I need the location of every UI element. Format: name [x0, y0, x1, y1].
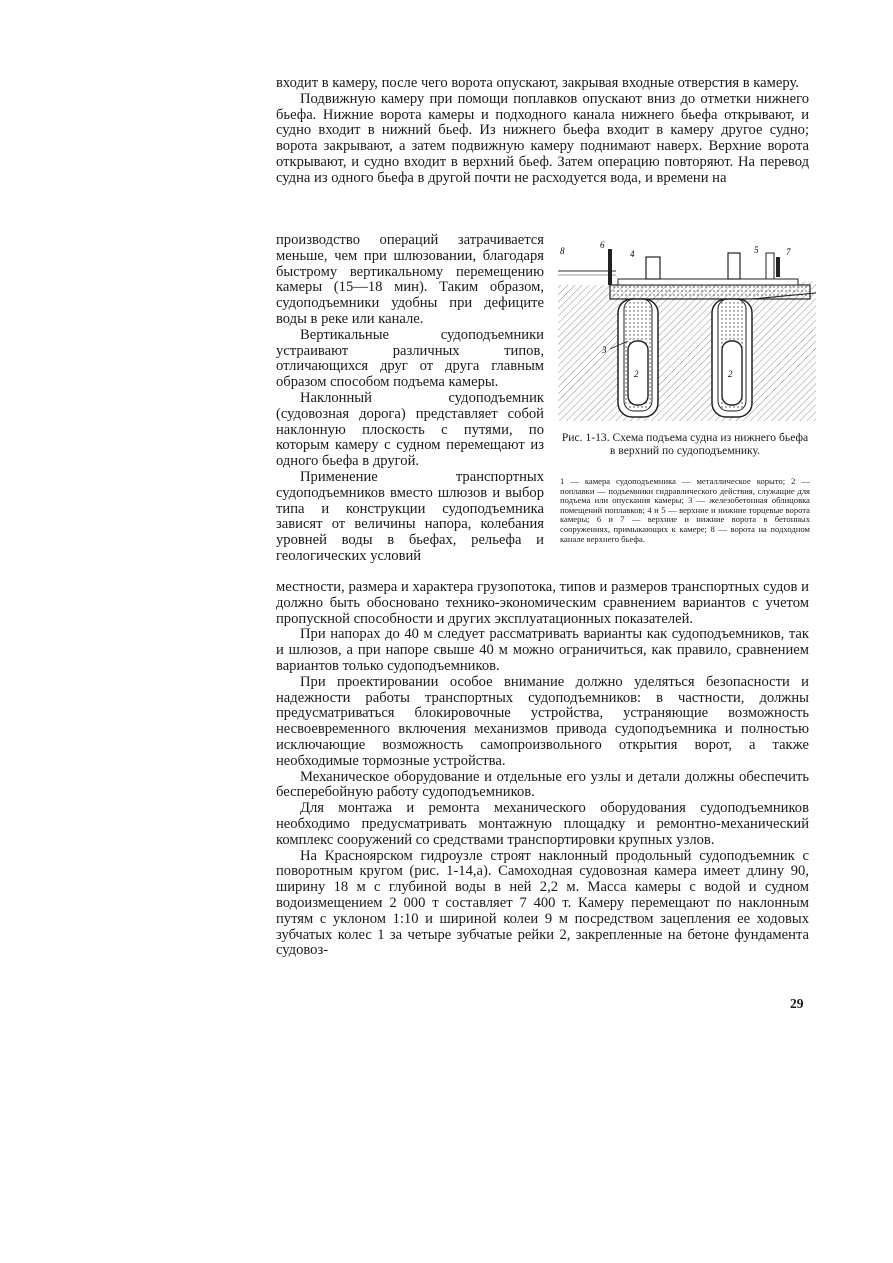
paragraph: входит в камеру, после чего ворота опускают, закрывая входные отверстия в камеру. [276, 75, 799, 91]
paragraph: На Красноярском гидроузле строят наклонный продольный судоподъемник с поворотным кругом (рис. 1-14,а). Самоходная судовозная камера имеет длину 90, ширину 18 м с глубиной воды в ней 2,2 м. Масса камеры с водой и судном водоизмещением 2 000 т составляет 7 400 т. Камеру перемещают по наклонным путям с уклоном 1:10 и шириной колеи 9 м посредством зацепления ее ходовых зубчатых колес 1 за четыре зубчатые рейки 2, закрепленные на бетоне фундамента судовоз- [276, 847, 809, 959]
text-block-top [276, 76, 809, 187]
diagram-label: 8 [560, 246, 565, 256]
text-block-bottom [276, 580, 809, 959]
diagram-label: 3 [602, 345, 607, 355]
page-number: 29 [790, 996, 804, 1011]
paragraph: Применение транспортных судоподъемников вместо шлюзов и выбор типа и конструкции судоподъемника зависят от величины напора, колебания уровней воды в бьефах, рельефа и геологических условий [276, 468, 544, 564]
paragraph: Механическое оборудование и отдельные его узлы и детали должны обеспечить бесперебойную работу судоподъемников. [276, 768, 809, 801]
ship-lift-diagram [548, 241, 816, 433]
diagram-label: 2 [634, 369, 639, 379]
diagram-label: 5 [754, 245, 759, 255]
paragraph: Для монтажа и ремонта механического оборудования судоподъемников необходимо предусматривать монтажную площадку и ремонтно-механический комплекс сооружений со средствами транспортировки крупных узлов. [276, 800, 809, 848]
diagram-label: 6 [600, 241, 605, 250]
paragraph: Подвижную камеру при помощи поплавков опускают вниз до отметки нижнего бьефа. Нижние ворота камеры и подходного канала нижнего бьефа открывают, и судно входит в нижний бьеф. Из нижнего бьефа входит в камеру другое судно; ворота закрывают, а затем подвижную камеру поднимают наверх. Верхние ворота открывают, и судно входит в верхний бьеф. Затем операцию повторяют. На перевод судна из одного бьефа в другой почти не расходуется вода, и времени на [276, 90, 809, 186]
paragraph: Наклонный судоподъемник (судовозная дорога) представляет собой наклонную плоскость с путями, по которым камеру с судном перемещают из одного бьефа в другой. [276, 389, 544, 470]
diagram-label: 4 [630, 249, 635, 259]
paragraph: местности, размера и характера грузопотока, типов и размеров транспортных судов и должно быть обосновано технико-экономическим сравнением вариантов с учетом пропускной способности и других эксплуатационных показателей. [276, 579, 809, 627]
figure-caption: Рис. 1-13. Схема подъема судна из нижнего бьефа в верхний по судоподъемнику. [561, 431, 809, 457]
diagram-label: 2 [728, 369, 733, 379]
paragraph: производство операций затрачивается меньше, чем при шлюзовании, благодаря быстрому вертикальному перемещению камеры (15—18 мин). Таким образом, судоподъемники удобны при дефиците воды в реке или канале. [276, 232, 544, 327]
figure-legend: 1 — камера судоподъемника — металлическое корыто; 2 — поплавки — подъемники гидравлического действия, служащие для подъема или опускания камеры; 3 — железобетонная облицовка помещений поплавков; 4 и 5 — верхние и нижние торцевые ворота камеры; 6 и 7 — верхние и нижние ворота в бетонных сооружениях, примыкающих к камере; 8 — ворота на подходном канале верхнего бьефа. [560, 476, 810, 544]
diagram-label: 7 [786, 247, 791, 257]
paragraph: Вертикальные судоподъемники устраивают различных типов, отличающихся друг от друга главным образом способом подъема камеры. [276, 326, 544, 391]
text-block-left [276, 233, 544, 565]
paragraph: При напорах до 40 м следует рассматривать варианты как судоподъемников, так и шлюзов, а при напоре свыше 40 м можно ограничиться, как правило, сравнением вариантов только судоподъемников. [276, 626, 809, 674]
paragraph: При проектировании особое внимание должно уделяться безопасности и надежности работы транспортных судоподъемников: в частности, должны предусматриваться блокировочные устройства, устраняющие возможность несвоевременного включения механизмов привода судоподъемника и полностью исключающие возможность самопроизвольного открытия ворот, а также необходимые тормозные устройства. [276, 673, 809, 769]
